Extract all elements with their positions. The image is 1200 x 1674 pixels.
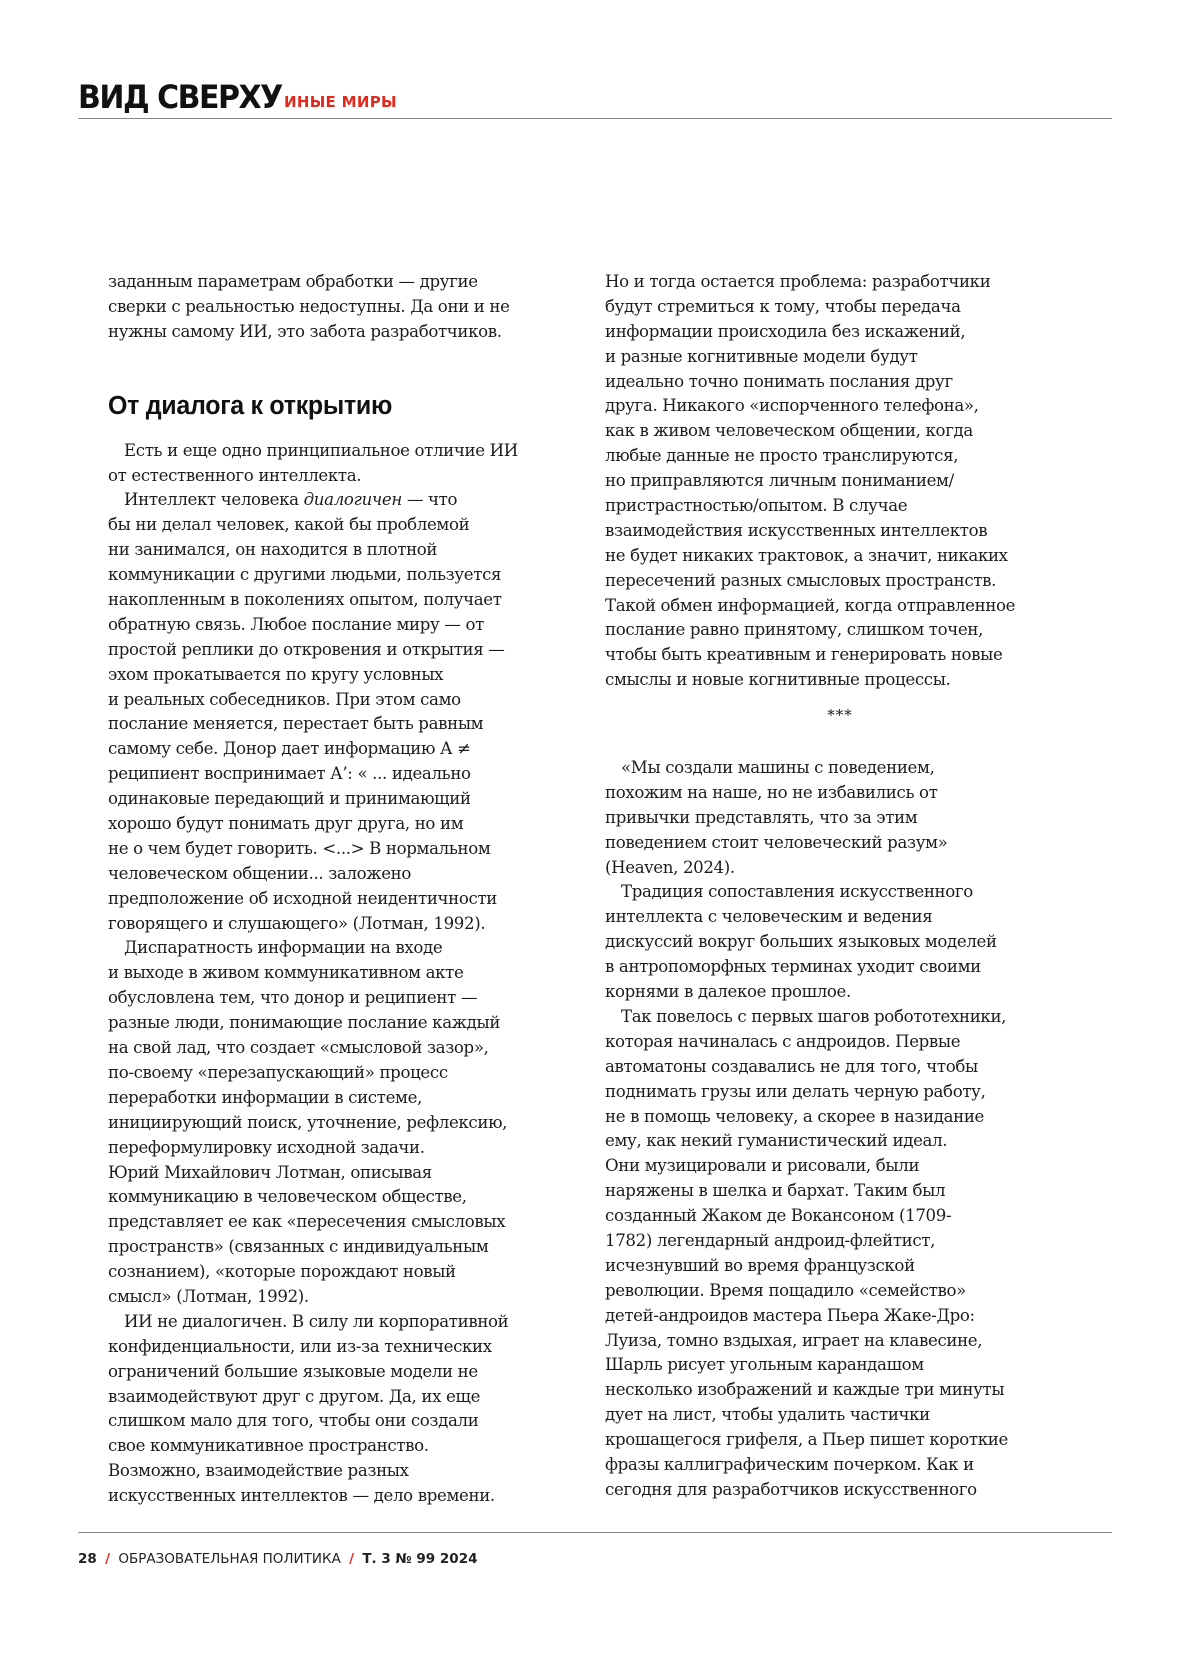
text-line: Возможно, взаимодействие разных (108, 1459, 578, 1484)
text-line: коммуникации с другими людьми, пользуется (108, 563, 578, 588)
text-line: революции. Время пощадило «семейство» (605, 1279, 1075, 1304)
text-line: привычки представлять, что за этим (605, 806, 1075, 831)
left-column (108, 270, 578, 1509)
page-footer (78, 1546, 477, 1572)
text-line: свое коммуникативное пространство. (108, 1434, 578, 1459)
text-line: ему, как некий гуманистический идеал. (605, 1129, 1075, 1154)
text-line: дискуссий вокруг больших языковых моделей (605, 930, 1075, 955)
text-line: созданный Жаком де Вокансоном (1709- (605, 1204, 1075, 1229)
text-line: слишком мало для того, чтобы они создали (108, 1409, 578, 1434)
text-line: несколько изображений и каждые три минуты (605, 1378, 1075, 1403)
text-line: переработки информации в системе, (108, 1086, 578, 1111)
text-line: от естественного интеллекта. (108, 464, 578, 489)
text-line: идеально точно понимать послания друг (605, 370, 1075, 395)
text-line: Есть и еще одно принципиальное отличие ИИ (108, 439, 578, 464)
paragraph (605, 270, 1075, 693)
text-line: поведением стоит человеческий разум» (605, 831, 1075, 856)
text-line: обусловлена тем, что донор и реципиент — (108, 986, 578, 1011)
text-line: друга. Никакого «испорченного телефона», (605, 394, 1075, 419)
text-line: Традиция сопоставления искусственного (605, 880, 1075, 905)
text-line: Юрий Михайлович Лотман, описывая (108, 1161, 578, 1186)
text-line: самому себе. Донор дает информацию А ≠ (108, 737, 578, 762)
text-line: в антропоморфных терминах уходит своими (605, 955, 1075, 980)
text-line: предположение об исходной неидентичности (108, 887, 578, 912)
text-line: Интеллект человека диалогичен — что (108, 488, 578, 513)
text-line: Так повелось с первых шагов робототехники, (605, 1005, 1075, 1030)
page-header (78, 78, 1112, 118)
text-line: сознанием), «которые порождают новый (108, 1260, 578, 1285)
text-line: взаимодействуют друг с другом. Да, их еще (108, 1385, 578, 1410)
text-line: «Мы создали машины с поведением, (605, 756, 1075, 781)
text-line: и реальных собеседников. При этом само (108, 688, 578, 713)
text-line: Но и тогда остается проблема: разработчики (605, 270, 1075, 295)
text-line: простой реплики до откровения и открытия — (108, 638, 578, 663)
footer-slash: / (345, 1551, 358, 1567)
paragraph (108, 439, 578, 489)
text-line: пристрастностью/опытом. В случае (605, 494, 1075, 519)
text-line: нужны самому ИИ, это забота разработчиков. (108, 320, 578, 345)
footer-slash: / (101, 1551, 114, 1567)
text-line: смысл» (Лотман, 1992). (108, 1285, 578, 1310)
text-line: говорящего и слушающего» (Лотман, 1992). (108, 912, 578, 937)
text-line: эхом прокатывается по кругу условных (108, 663, 578, 688)
text-line: пересечений разных смысловых пространств. (605, 569, 1075, 594)
text-line: одинаковые передающий и принимающий (108, 787, 578, 812)
text-line: реципиент воспринимает А’: « ... идеально (108, 762, 578, 787)
text-line: будут стремиться к тому, чтобы передача (605, 295, 1075, 320)
text-line: коммуникацию в человеческом обществе, (108, 1185, 578, 1210)
page-number: 28 (78, 1551, 97, 1567)
text-line: фразы каллиграфическим почерком. Как и (605, 1453, 1075, 1478)
text-line: не в помощь человеку, а скорее в назидание (605, 1105, 1075, 1130)
paragraph (108, 1310, 578, 1509)
text-line: Они музицировали и рисовали, были (605, 1154, 1075, 1179)
text-line: разные люди, понимающие послание каждый (108, 1011, 578, 1036)
paragraph (605, 1005, 1075, 1503)
text-line: смыслы и новые когнитивные процессы. (605, 668, 1075, 693)
text-line: хорошо будут понимать друг друга, но им (108, 812, 578, 837)
footer-divider (78, 1532, 1112, 1533)
text-line: крошащегося грифеля, а Пьер пишет короткие (605, 1428, 1075, 1453)
text-line: ни занимался, он находится в плотной (108, 538, 578, 563)
section-heading: От диалога к открытию (108, 389, 578, 423)
text-line: послание равно принятому, слишком точен, (605, 618, 1075, 643)
text-line: ИИ не диалогичен. В силу ли корпоративной (108, 1310, 578, 1335)
right-column (605, 270, 1075, 1503)
text-line: обратную связь. Любое послание миру — от (108, 613, 578, 638)
paragraph (108, 936, 578, 1309)
text-line: пространств» (связанных с индивидуальным (108, 1235, 578, 1260)
text-line: автоматоны создавались не для того, чтобы (605, 1055, 1075, 1080)
text-line: Шарль рисует угольным карандашом (605, 1353, 1075, 1378)
text-line: (Heaven, 2024). (605, 856, 1075, 881)
text-line: но приправляются личным пониманием/ (605, 469, 1075, 494)
text-line: не будет никаких трактовок, а значит, никаких (605, 544, 1075, 569)
section-subtitle: ИНЫЕ МИРЫ (284, 93, 397, 111)
issue-info: Т. 3 № 99 2024 (362, 1551, 477, 1567)
intro-paragraph (108, 270, 578, 345)
text-line: интеллекта с человеческим и ведения (605, 905, 1075, 930)
text-line: дует на лист, чтобы удалить частички (605, 1403, 1075, 1428)
text-line: и разные когнитивные модели будут (605, 345, 1075, 370)
text-line: инициирующий поиск, уточнение, рефлексию, (108, 1111, 578, 1136)
text-line: не о чем будет говорить. <...> В нормальном (108, 837, 578, 862)
text-line: конфиденциальности, или из-за технических (108, 1335, 578, 1360)
text-line: накопленным в поколениях опытом, получает (108, 588, 578, 613)
text-line: представляет ее как «пересечения смысловых (108, 1210, 578, 1235)
text-line: 1782) легендарный андроид-флейтист, (605, 1229, 1075, 1254)
text-line: ограничений большие языковые модели не (108, 1360, 578, 1385)
text-line: чтобы быть креативным и генерировать новые (605, 643, 1075, 668)
journal-name: ОБРАЗОВАТЕЛЬНАЯ ПОЛИТИКА (118, 1551, 340, 1567)
text-line: взаимодействия искусственных интеллектов (605, 519, 1075, 544)
text-line: Луиза, томно вздыхая, играет на клавесине, (605, 1329, 1075, 1354)
quote-paragraph (605, 756, 1075, 880)
paragraph (605, 880, 1075, 1004)
text-line: сверки с реальностью недоступны. Да они и не (108, 295, 578, 320)
text-line: корнями в далекое прошлое. (605, 980, 1075, 1005)
text-line: бы ни делал человек, какой бы проблемой (108, 513, 578, 538)
text-line: поднимать грузы или делать черную работу, (605, 1080, 1075, 1105)
text-line: похожим на наше, но не избавились от (605, 781, 1075, 806)
text-line: по-своему «перезапускающий» процесс (108, 1061, 578, 1086)
text-line: заданным параметрам обработки — другие (108, 270, 578, 295)
text-line: которая начиналась с андроидов. Первые (605, 1030, 1075, 1055)
text-line: детей-андроидов мастера Пьера Жаке-Дро: (605, 1304, 1075, 1329)
text-line: сегодня для разработчиков искусственного (605, 1478, 1075, 1503)
section-title: ВИД СВЕРХУ (78, 80, 282, 117)
text-line: как в живом человеческом общении, когда (605, 419, 1075, 444)
text-line: послание меняется, перестает быть равным (108, 712, 578, 737)
text-line: Такой обмен информацией, когда отправленное (605, 594, 1075, 619)
text-line: переформулировку исходной задачи. (108, 1136, 578, 1161)
text-line: на свой лад, что создает «смысловой зазор», (108, 1036, 578, 1061)
text-line: информации происходила без искажений, (605, 320, 1075, 345)
header-divider (78, 118, 1112, 119)
emphasis: диалогичен (304, 490, 402, 509)
text-line: человеческом общении... заложено (108, 862, 578, 887)
text-line: исчезнувший во время французской (605, 1254, 1075, 1279)
section-separator: *** (605, 703, 1075, 728)
text-line: наряжены в шелка и бархат. Таким был (605, 1179, 1075, 1204)
text-line: искусственных интеллектов — дело времени. (108, 1484, 578, 1509)
text-line: Диспаратность информации на входе (108, 936, 578, 961)
text-line: любые данные не просто транслируются, (605, 444, 1075, 469)
text-line: и выходе в живом коммуникативном акте (108, 961, 578, 986)
paragraph (108, 513, 578, 936)
